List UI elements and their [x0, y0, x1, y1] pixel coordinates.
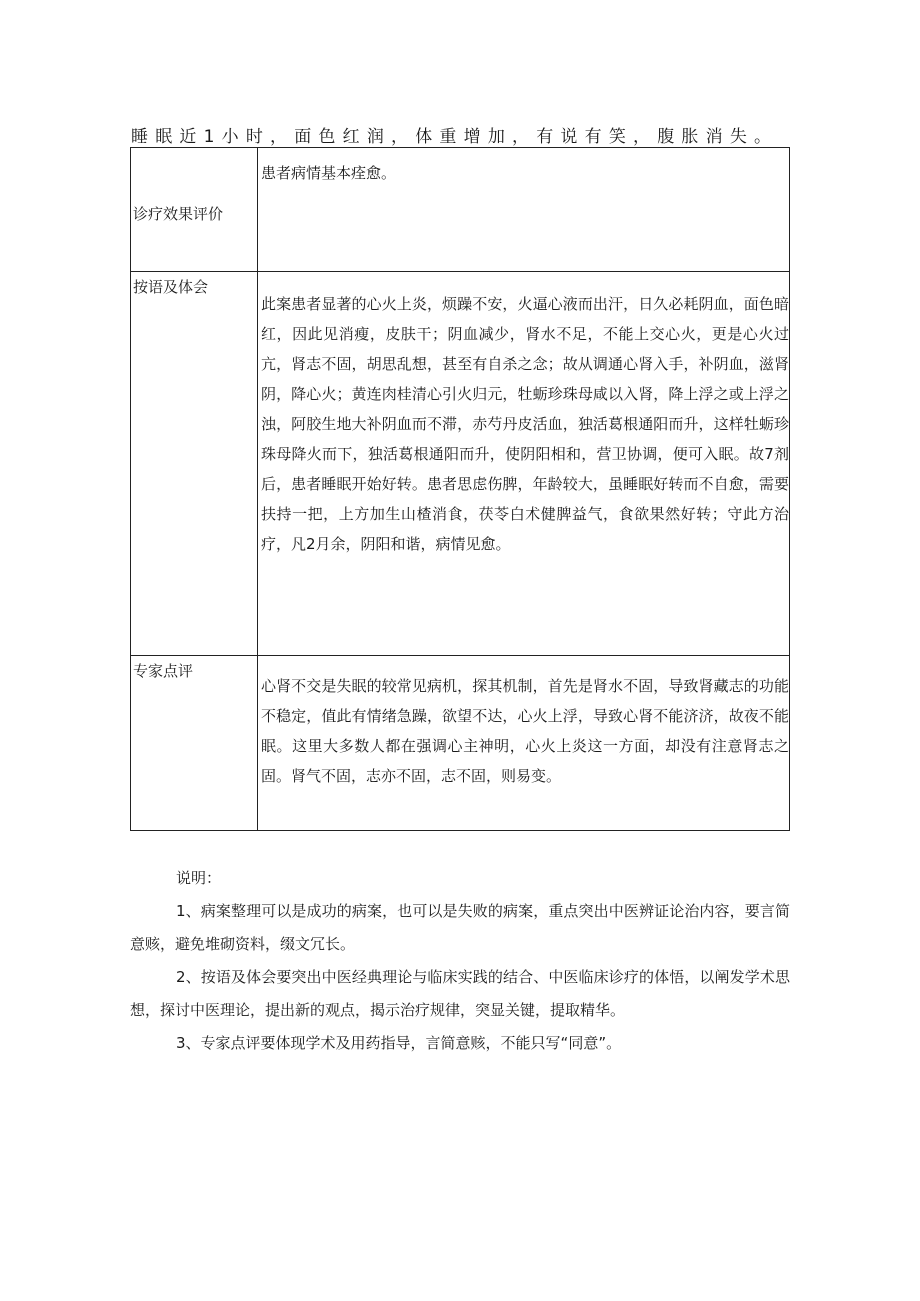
note-item: 3、专家点评要体现学术及用药指导，言简意赅，不能只写“同意”。 — [176, 1034, 622, 1052]
row-content: 心肾不交是失眠的较常见病机，探其机制，首先是肾水不固，导致肾藏志的功能不稳定，值此有情绪急躁，欲望不达，心火上浮，导致心肾不能济济，故夜不能眠。这里大多数人都在强调心主神明，心火上炎这一方面，却没有注意肾志之固。肾气不固，志亦不固，志不固，则易变。 — [261, 677, 789, 785]
row-label: 诊疗效果评价 — [133, 205, 224, 223]
note-item: 1、病案整理可以是成功的病案，也可以是失败的病案，重点突出中医辨证论治内容，要言简意赅，避免堆砌资料，缀文冗长。 — [130, 902, 790, 953]
row-content-cell — [258, 272, 790, 656]
row-label-cell — [131, 148, 258, 272]
continued-text-line: 睡眠近1小时，面色红润，体重增加，有说有笑，腹胀消失。 — [131, 127, 779, 147]
row-content-cell — [258, 148, 790, 272]
table-row — [131, 272, 790, 656]
row-label: 专家点评 — [133, 662, 194, 680]
row-content: 此案患者显著的心火上炎，烦躁不安，火逼心液而出汗，日久必耗阴血，面色暗红，因此见消瘦，皮肤干；阴血减少，肾水不足，不能上交心火，更是心火过亢，肾志不固，胡思乱想，甚至有自杀之念；故从调通心肾入手，补阴血，滋肾阴，降心火；黄连肉桂清心引火归元，牡蛎珍珠母咸以入肾，降上浮之或上浮之浊，阿胶生地大补阴血而不滞，赤芍丹皮活血，独活葛根通阳而升，这样牡蛎珍珠母降火而下，独活葛根通阳而升，使阴阳相和，营卫协调，便可入眠。故7剂后，患者睡眠开始好转。患者思虑伤脾，年龄较大，虽睡眠好转而不自愈，需要扶持一把，上方加生山楂消食，茯苓白术健脾益气，食欲果然好转；守此方治疗，凡2月余，阴阳和谐，病情见愈。 — [261, 295, 789, 553]
table-row — [131, 148, 790, 272]
row-label: 按语及体会 — [133, 278, 209, 296]
table-row — [131, 656, 790, 831]
note-item: 2、按语及体会要突出中医经典理论与临床实践的结合、中医临床诊疗的体悟，以阐发学术思想，探讨中医理论，提出新的观点，揭示治疗规律，突显关键，提取精华。 — [130, 968, 790, 1019]
row-label-cell — [131, 656, 258, 831]
row-content: 患者病情基本痊愈。 — [261, 164, 397, 182]
notes-section — [130, 862, 790, 1060]
row-content-cell — [258, 656, 790, 831]
row-label-cell — [131, 272, 258, 656]
case-record-table — [130, 147, 790, 831]
notes-title: 说明： — [176, 869, 222, 887]
